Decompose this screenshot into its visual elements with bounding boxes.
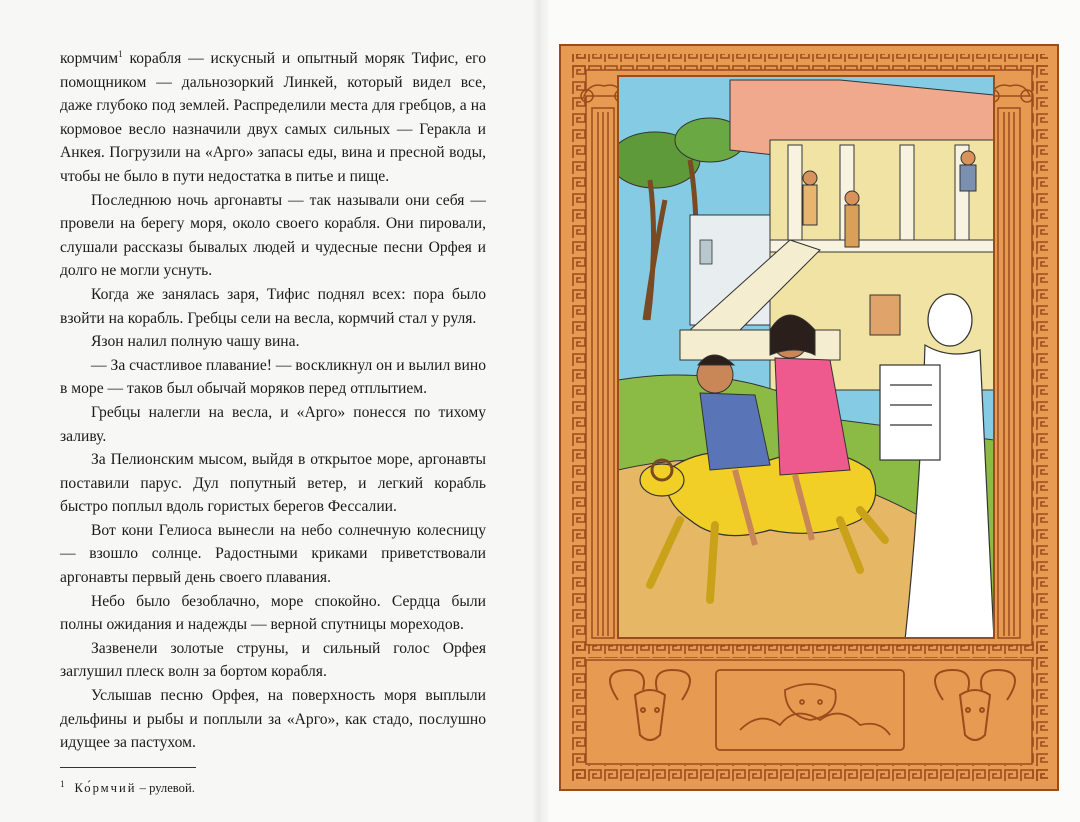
- paragraph: Вот кони Гелиоса вынесли на небо солнечную колесницу — взошло солнце. Радостными криками приветствовали аргонавты первый день своего плавания.: [60, 521, 486, 587]
- footnote-divider: [60, 767, 196, 768]
- paragraph: Услышав песню Орфея, на поверхность моря выплыли дельфины и рыбы и поплыли за «Арго», как стадо, послушно идущее за пастухом.: [60, 687, 486, 752]
- bottom-ornament: [586, 660, 1032, 764]
- footnote-marker: 1: [118, 48, 123, 59]
- paragraph: Когда же занялась заря, Тифис поднял всех: пора было взойти на корабль. Гребцы сели на весла, кормчий стал у руля.: [60, 285, 486, 327]
- illustration: [540, 0, 1080, 822]
- scene: [610, 76, 994, 640]
- paragraph: — За счастливое плавание! — воскликнул он и вылил вино в море — таков был обычай моряков перед отплытием.: [60, 356, 486, 398]
- body-text: [60, 47, 486, 755]
- footnote-definition: – рулевой.: [136, 781, 195, 796]
- paragraph: За Пелионским мысом, выйдя в открытое море, аргонавты поставили парус. Дул попутный ветер, и легкий корабль быстро поплыл вдоль гористых берегов Фессалии.: [60, 451, 486, 516]
- paragraph: Последнюю ночь аргонавты — так называли они себя — провели на берегу моря, около своего корабля. Они пировали, слушали рассказы бывалых людей и чудесные песни Орфея и долго не могли уснуть.: [60, 191, 486, 280]
- right-page: [540, 0, 1080, 822]
- paragraph: Зазвенели золотые струны, и сильный голос Орфея заглушил плеск волн за бортом корабля.: [60, 639, 486, 681]
- paragraph: кормчим$^1$ корабля — искусный и опытный моряк Тифис, его помощником — дальнозоркий Линкей, который видел все, даже глубоко под землей. Распределили места для гребцов, а на кормовое весло назначили двух самых сильных — Геракла и Анкея. Погрузили на «Арго» запасы еды, вина и пресной воды, чтобы не было в пути недостатка в питье и пище.: [60, 48, 486, 185]
- paragraph: Гребцы налегли на весла, и «Арго» понесся по тихому заливу.: [60, 403, 486, 445]
- paragraph: Язон налил полную чашу вина.: [91, 333, 300, 351]
- footnote: [60, 776, 360, 796]
- footnote-number: 1: [60, 779, 65, 789]
- book-gutter: [532, 0, 548, 822]
- footnote-term: Ко́рмчий: [74, 781, 137, 796]
- paragraph: Небо было безоблачно, море спокойно. Сердца были полны ожидания и надежды — верной спутницы мореходов.: [60, 592, 486, 634]
